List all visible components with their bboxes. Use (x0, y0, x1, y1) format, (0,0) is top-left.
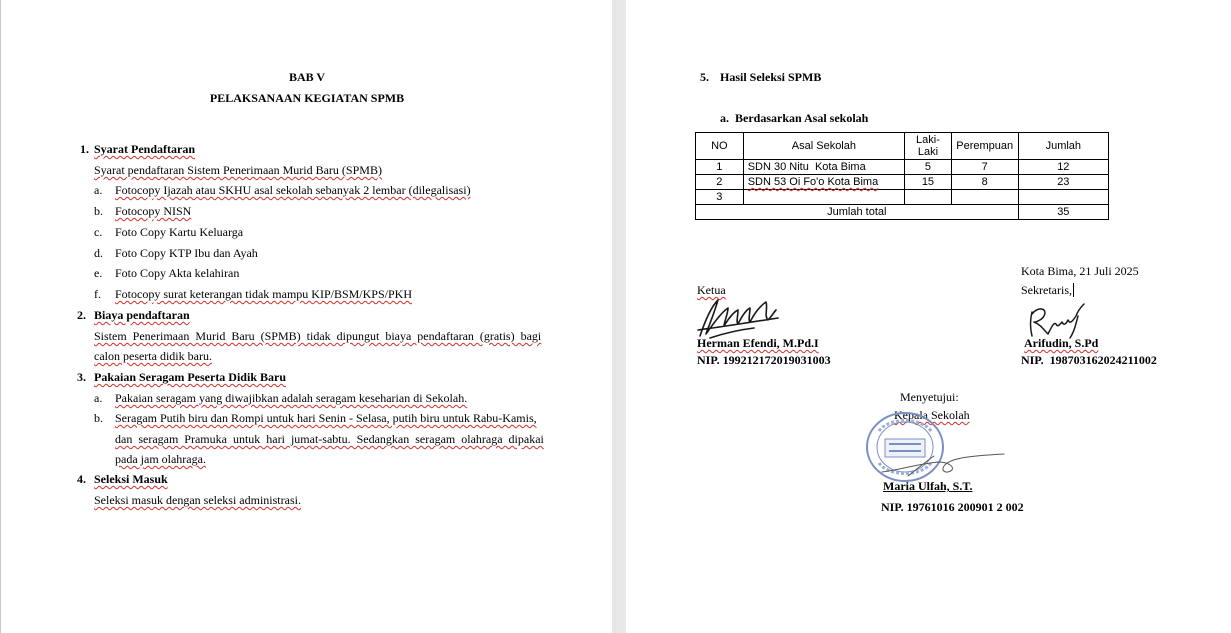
section-2-number: 2. (77, 308, 86, 322)
chairman-signature (694, 294, 780, 340)
secretary-signature (1026, 302, 1090, 340)
table-cell (1018, 190, 1108, 205)
list-item-letter: a. (94, 183, 103, 197)
section-2-heading: Biaya pendaftaran (94, 308, 190, 322)
list-item: Foto Copy Kartu Keluarga (115, 225, 244, 239)
text-cursor (1073, 283, 1074, 297)
section-2-text-line: Sistem Penerimaan Murid Baru (SPMB) tidak dipungut biaya pendaftaran (gratis) bagi (94, 329, 542, 343)
chapter-title: PELAKSANAAN KEGIATAN SPMB (209, 91, 405, 105)
table-total-row (696, 205, 1109, 220)
section-3-number: 3. (77, 370, 86, 384)
section-4-text-line: Seleksi masuk dengan seleksi administrasi. (94, 493, 301, 507)
table-cell: 8 (951, 175, 1018, 190)
list-item-letter: a. (94, 391, 103, 405)
list-item: Fotocopy Ijazah atau SKHU asal sekolah sebanyak 2 lembar (dilegalisasi) (115, 183, 471, 197)
list-item-line: Seragam Putih biru dan Rompi untuk hari Senin - Selasa, putih biru untuk Rabu-Kamis, (115, 411, 537, 425)
table-cell-text: SDN 53 Oi Fo'o Kota Bima (747, 176, 879, 188)
table-cell (743, 190, 904, 205)
section-1-number: 1. (80, 142, 89, 156)
section-1-intro: Syarat pendaftaran Sistem Penerimaan Murid Baru (SPMB) (94, 163, 382, 177)
list-item-letter: d. (94, 246, 103, 260)
list-item-letter: f. (94, 287, 101, 301)
table-total-label: Jumlah total (696, 205, 1019, 220)
table-header-cell: Jumlah (1018, 133, 1108, 160)
table-row (696, 160, 1109, 175)
list-item-letter: b. (94, 204, 103, 218)
table-header-cell: NO (696, 133, 744, 160)
secretary-nip: NIP. 198703162024211002 (1021, 353, 1157, 367)
table-cell: 5 (905, 160, 952, 175)
principal-name: Maria Ulfah, S.T. (883, 479, 973, 493)
document-page-right[interactable] (626, 0, 1231, 633)
table-cell: 15 (905, 175, 952, 190)
secretary-name: Arifudin, S.Pd (1024, 336, 1099, 350)
sub-heading: a. Berdasarkan Asal sekolah (720, 111, 869, 125)
section-5-heading: Hasil Seleksi SPMB (720, 70, 822, 84)
list-item-line: pada jam olahraga. (115, 452, 206, 466)
list-item: Fotocopy NISN (115, 204, 192, 218)
list-item: Pakaian seragam yang diwajibkan adalah seragam keseharian di Sekolah. (115, 391, 468, 405)
table-cell: 12 (1018, 160, 1108, 175)
secretary-role (1021, 283, 1074, 297)
section-4-heading: Seleksi Masuk (94, 472, 168, 486)
document-page-left[interactable] (0, 0, 612, 633)
principal-signature (878, 446, 1008, 480)
table-header-row (696, 133, 1109, 160)
chairman-role: Ketua (697, 283, 726, 297)
table-cell: 2 (696, 175, 744, 190)
list-item: Fotocopy surat keterangan tidak mampu KIP/BSM/KPS/PKH (115, 287, 412, 301)
section-1-heading: Syarat Pendaftaran (94, 142, 195, 156)
section-2-text-line: calon peserta didik baru. (94, 349, 212, 363)
list-item-letter: e. (94, 266, 103, 280)
section-5-number: 5. (700, 70, 709, 84)
list-item-letter: c. (94, 225, 103, 239)
results-table (695, 132, 1109, 220)
chapter-label: BAB V (288, 70, 326, 84)
table-cell: SDN 30 Nitu Kota Bima (743, 160, 904, 175)
secretary-role-text: Sekretaris, (1021, 283, 1072, 297)
table-header-cell: Laki- Laki (905, 133, 952, 160)
table-cell (951, 190, 1018, 205)
table-cell: 7 (951, 160, 1018, 175)
table-cell: 1 (696, 160, 744, 175)
place-date: Kota Bima, 21 Juli 2025 (1021, 264, 1139, 278)
table-header-cell: Perempuan (951, 133, 1018, 160)
table-row (696, 190, 1109, 205)
table-cell (743, 175, 904, 190)
section-4-number: 4. (77, 472, 86, 486)
chairman-nip: NIP. 199212172019031003 (697, 353, 831, 367)
chairman-name: Herman Efendi, M.Pd.I (697, 336, 819, 350)
table-row (696, 175, 1109, 190)
table-cell (905, 190, 952, 205)
table-cell: 23 (1018, 175, 1108, 190)
list-item-line: dan seragam Pramuka untuk hari jumat-sabtu. Sedangkan seragam olahraga dipakai (115, 432, 544, 446)
approval-role: Kepala Sekolah (894, 408, 970, 422)
table-header-cell: Asal Sekolah (743, 133, 904, 160)
principal-nip: NIP. 19761016 200901 2 002 (881, 500, 1024, 514)
table-total-value: 35 (1018, 205, 1108, 220)
section-3-heading: Pakaian Seragam Peserta Didik Baru (94, 370, 286, 384)
list-item: Foto Copy Akta kelahiran (115, 266, 240, 280)
approval-label: Menyetujui: (900, 390, 959, 404)
list-item-letter: b. (94, 411, 103, 425)
table-cell: 3 (696, 190, 744, 205)
list-item: Foto Copy KTP Ibu dan Ayah (115, 246, 258, 260)
